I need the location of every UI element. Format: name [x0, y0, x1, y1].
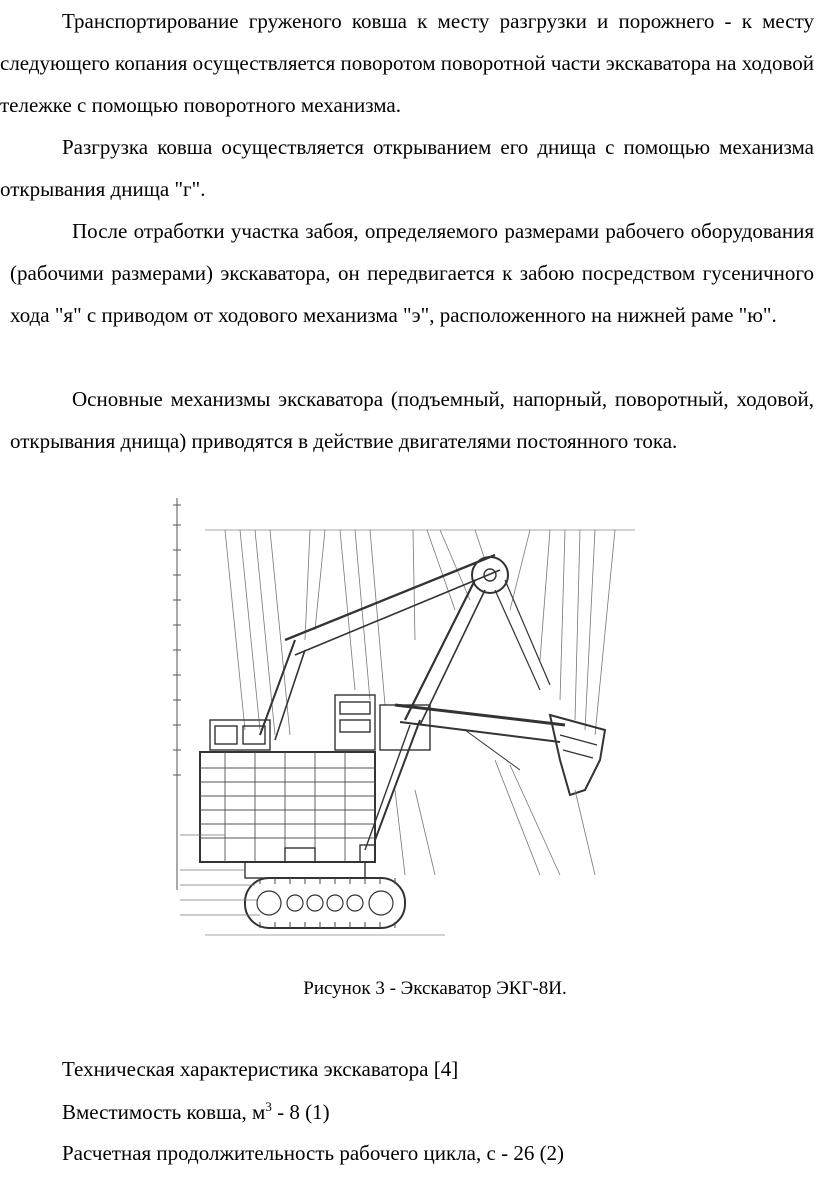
paragraph-transport: Транспортирование груженого ковша к месту разгрузки и порожнего - к месту следующего копания осуществляется поворотом поворотной части экскаватора на ходовой тележке с помощью поворотного механизма. — [0, 9, 814, 117]
spec-title: Техническая характеристика экскаватора [4] — [62, 1057, 459, 1081]
paragraph-mechanisms: Основные механизмы экскаватора (подъемный, напорный, поворотный, ходовой, открывания днища) приводятся в действие двигателями постоянного тока. — [10, 387, 814, 453]
excavator-drawing-svg — [165, 490, 655, 950]
excavator-drawing — [165, 490, 655, 950]
spec-bucket-value: - 8 (1) — [271, 1100, 330, 1124]
spec-bucket-unit-power: 3 — [265, 1099, 272, 1114]
spec-bucket-capacity — [62, 1097, 330, 1127]
paragraph-unloading: Разгрузка ковша осуществляется открыванием его днища с помощью механизма открывания днища "г". — [0, 135, 814, 201]
paragraph-movement: После отработки участка забоя, определяемого размерами рабочего оборудования (рабочими размерами) экскаватора, он передвигается к забою посредством гусеничного хода "я" с приводом от ходового механизма "э", расположенного на нижней раме "ю". — [10, 219, 814, 327]
spec-cycle-duration: Расчетная продолжительность рабочего цикла, с - 26 (2) — [62, 1141, 565, 1165]
spec-bucket-label: Вместимость ковша, м — [62, 1100, 266, 1124]
figure-caption: Рисунок 3 - Экскаватор ЭКГ-8И. — [303, 978, 567, 999]
